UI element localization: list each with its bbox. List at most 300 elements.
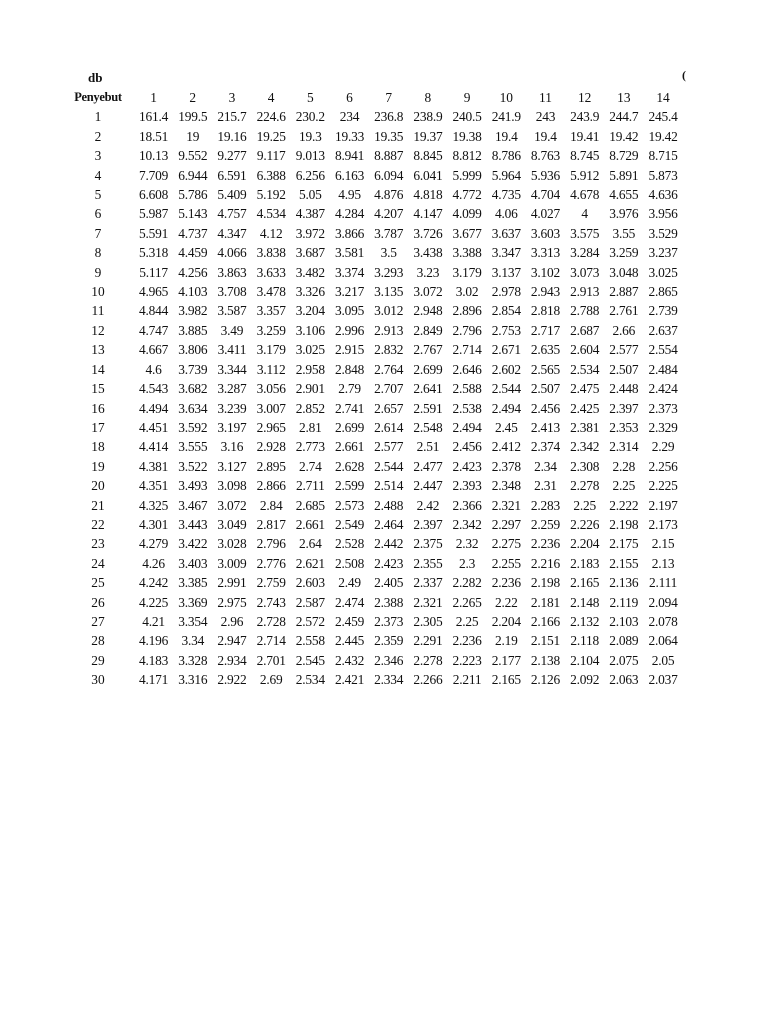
table-cell: 2.337 [413,575,443,591]
table-cell: 2.198 [609,516,639,532]
table-cell: 2.866 [256,478,286,494]
table-row [62,418,683,437]
table-cell: 5.192 [256,187,286,203]
table-row [62,185,683,204]
table-cell: 2.25 [612,478,636,494]
row-header-label: Penyebut [74,90,122,104]
table-cell: 2.849 [413,322,443,338]
table-cell: 2.329 [648,419,678,435]
table-cell: 3.422 [178,536,208,552]
table-cell: 9.552 [178,148,208,164]
table-cell: 2.094 [648,594,678,610]
column-header: 12 [577,90,592,105]
table-cell: 3.866 [334,225,365,241]
table-cell: 2.15 [651,536,675,552]
table-cell: 3.493 [178,478,208,494]
table-cell: 3.787 [374,225,404,241]
table-cell: 2.037 [648,672,678,688]
table-row [62,263,683,282]
table-cell: 3.637 [491,225,521,241]
table-cell: 234 [339,109,360,125]
table-cell: 2.637 [648,322,678,338]
table-cell: 2.565 [530,361,561,377]
table-cell: 4.183 [139,652,169,668]
table-cell: 3.049 [217,516,247,532]
table-cell: 2.741 [334,400,365,416]
column-header: 10 [499,90,513,105]
table-cell: 2.474 [334,594,365,610]
table-cell: 3.726 [413,225,443,241]
table-cell: 4.636 [648,187,678,203]
table-cell: 2.456 [530,400,561,416]
row-label: 17 [91,419,105,435]
table-cell: 2.767 [413,342,443,358]
table-cell: 2.818 [530,303,561,319]
table-cell: 2.283 [530,497,561,513]
table-cell: 2.216 [530,555,561,571]
table-cell: 2.657 [374,400,404,416]
table-cell: 2.588 [452,381,482,397]
table-cell: 3.293 [374,264,404,280]
table-cell: 19.4 [494,128,518,144]
row-label: 29 [91,652,105,668]
table-cell: 2.558 [295,633,325,649]
table-cell: 2.773 [295,439,325,455]
table-cell: 2.138 [530,652,561,668]
table-row [62,515,683,534]
table-cell: 3.127 [217,458,247,474]
table-cell: 2.278 [413,652,443,668]
table-cell: 2.913 [570,284,600,300]
table-cell: 2.425 [570,400,600,416]
table-row [62,107,683,126]
table-cell: 2.488 [374,497,404,513]
table-cell: 3.708 [217,284,247,300]
column-header: 6 [346,90,353,105]
table-cell: 4.351 [139,478,169,494]
row-label: 28 [91,633,105,649]
table-cell: 2.671 [491,342,521,358]
table-cell: 3.204 [295,303,325,319]
table-cell: 9.013 [295,148,325,164]
table-cell: 3.976 [609,206,639,222]
table-cell: 5.987 [139,206,169,222]
table-cell: 4.818 [413,187,443,203]
table-cell: 2.126 [530,672,561,688]
table-cell: 2.577 [609,342,639,358]
table-row [62,631,683,650]
column-header: 5 [306,90,314,105]
table-cell: 5.891 [609,167,639,183]
table-cell: 4.21 [142,613,165,629]
table-cell: 2.534 [570,361,600,377]
table-cell: 2.896 [452,303,482,319]
table-cell: 3.587 [217,303,247,319]
table-cell: 238.9 [413,109,443,125]
table-row [62,437,683,456]
table-cell: 2.96 [220,613,244,629]
table-cell: 2.915 [334,342,365,358]
column-header: 9 [463,90,471,105]
table-cell: 4.747 [139,322,169,338]
row-label: 27 [91,613,105,629]
table-cell: 2.743 [256,594,286,610]
table-cell: 2.104 [570,652,600,668]
table-cell: 2.641 [413,381,443,397]
table-cell: 4.6 [145,361,162,377]
table-cell: 3.025 [648,264,678,280]
table-cell: 2.661 [295,516,325,532]
table-cell: 2.173 [648,516,678,532]
table-cell: 2.464 [374,516,404,532]
table-cell: 3.23 [416,264,440,280]
table-cell: 2.151 [530,633,561,649]
table-cell: 19.42 [648,128,678,144]
table-cell: 2.507 [530,381,561,397]
table-cell: 3.344 [217,361,247,377]
table-cell: 3.411 [217,342,247,358]
table-cell: 3.55 [612,225,636,241]
table-cell: 2.445 [334,633,365,649]
table-row [62,476,683,495]
table-cell: 8.745 [570,148,600,164]
table-cell: 2.256 [648,458,678,474]
table-cell: 2.282 [452,575,482,591]
table-cell: 2.74 [299,458,322,474]
table-cell: 5.591 [139,225,169,241]
table-cell: 2.901 [295,381,325,397]
row-label: 22 [91,516,105,532]
row-label: 2 [94,128,102,144]
row-label: 10 [91,284,105,300]
table-cell: 2.895 [256,458,286,474]
table-cell: 5.999 [452,167,482,183]
table-cell: 2.089 [609,633,639,649]
table-cell: 19.3 [299,128,322,144]
table-cell: 2.064 [648,633,678,649]
table-cell: 2.507 [609,361,639,377]
table-cell: 3.443 [178,516,208,532]
table-cell: 4.027 [530,206,561,222]
row-label: 19 [91,458,105,474]
table-cell: 4.171 [139,672,169,688]
table-cell: 2.381 [570,419,600,435]
table-row [62,146,683,165]
table-cell: 2.544 [491,381,521,397]
row-label: 23 [91,536,105,552]
table-cell: 3.098 [217,478,247,494]
table-cell: 2.092 [570,672,600,688]
table-cell: 3.239 [217,400,247,416]
row-label: 13 [91,342,105,358]
table-cell: 2.421 [334,672,365,688]
table-cell: 2.508 [334,555,365,571]
table-cell: 2.714 [256,633,286,649]
table-row [62,496,683,515]
table-cell: 2.685 [295,497,325,513]
table-cell: 3.5 [380,245,397,261]
table-cell: 2.259 [530,516,561,532]
table-cell: 5.05 [299,187,322,203]
table-cell: 2.334 [374,672,404,688]
table-cell: 4.737 [178,225,208,241]
table-row [62,340,683,359]
table-cell: 2.13 [651,555,675,571]
table-cell: 3.438 [413,245,443,261]
table-cell: 2.554 [648,342,678,358]
table-row [62,399,683,418]
table-row [62,243,683,262]
table-cell: 10.13 [139,148,169,164]
table-cell: 4.543 [139,381,169,397]
table-cell: 2.603 [295,575,325,591]
table-cell: 2.832 [374,342,404,358]
table-cell: 4.667 [139,342,169,358]
table-cell: 2.211 [452,672,482,688]
table-cell: 5.912 [570,167,600,183]
table-cell: 3.048 [609,264,639,280]
table-cell: 3.284 [570,245,600,261]
table-cell: 3.592 [178,419,208,435]
column-header: 7 [385,90,393,105]
table-cell: 2.111 [648,575,678,591]
table-cell: 3.056 [256,381,286,397]
table-cell: 3.385 [178,575,208,591]
table-cell: 2.424 [648,381,678,397]
table-cell: 2.494 [452,419,482,435]
row-label: 24 [91,555,105,571]
table-row [62,204,683,223]
table-cell: 3.478 [256,284,286,300]
table-cell: 2.236 [491,575,521,591]
table-cell: 3.102 [530,264,561,280]
table-cell: 2.717 [530,322,561,338]
table-cell: 2.79 [338,381,361,397]
table-cell: 2.388 [374,594,404,610]
table-row [62,593,683,612]
table-cell: 3.073 [570,264,600,280]
table-cell: 2.165 [491,672,521,688]
column-header: 2 [189,90,197,105]
table-cell: 240.5 [452,109,482,125]
table-cell: 3.007 [256,400,286,416]
table-cell: 6.094 [374,167,404,183]
table-cell: 4.459 [178,245,208,261]
table-cell: 3.863 [217,264,247,280]
table-cell: 2.236 [530,536,561,552]
table-cell: 4.704 [530,187,561,203]
table-cell: 4.099 [452,206,482,222]
table-row [62,166,683,185]
table-cell: 3.529 [648,225,678,241]
table-cell: 9.277 [217,148,247,164]
table-cell: 2.355 [413,555,443,571]
table-cell: 4.414 [139,439,169,455]
row-label: 7 [94,225,102,241]
table-cell: 243 [535,109,556,125]
table-cell: 19.4 [534,128,557,144]
table-cell: 2.34 [534,458,557,474]
table-cell: 2.707 [374,381,404,397]
table-cell: 244.7 [609,109,639,125]
table-cell: 3.179 [452,264,482,280]
table-cell: 8.941 [334,148,365,164]
table-cell: 2.374 [530,439,561,455]
row-label: 26 [91,594,105,610]
table-cell: 3.072 [413,284,443,300]
table-cell: 243.9 [570,109,600,125]
table-cell: 2.412 [491,439,521,455]
column-header: 13 [617,90,631,105]
table-cell: 3.972 [295,225,325,241]
table-cell: 2.223 [452,652,482,668]
table-cell: 3.259 [609,245,639,261]
table-cell: 199.5 [178,109,208,125]
table-row [62,224,683,243]
table-row [62,670,683,689]
table-cell: 2.711 [296,478,325,494]
table-cell: 4.325 [139,497,169,513]
table-cell: 2.51 [416,439,440,455]
table-cell: 4.534 [256,206,286,222]
table-cell: 2.225 [648,478,678,494]
table-cell: 3.575 [570,225,600,241]
table-cell: 2.148 [570,594,600,610]
table-cell: 4.772 [452,187,482,203]
table-cell: 3.135 [374,284,404,300]
table-cell: 4.876 [374,187,404,203]
table-cell: 2.166 [530,613,561,629]
table-row [62,554,683,573]
table-cell: 3.025 [295,342,325,358]
table-row [62,534,683,553]
table-cell: 2.922 [217,672,247,688]
column-header: 1 [150,90,157,105]
table-cell: 2.177 [491,652,521,668]
table-cell: 4.381 [139,458,169,474]
table-cell: 2.761 [609,303,639,319]
table-cell: 215.7 [217,109,247,125]
table-cell: 2.275 [491,536,521,552]
table-cell: 3.259 [256,322,286,338]
table-cell: 2.49 [338,575,361,591]
table-cell: 4.103 [178,284,208,300]
table-cell: 3.581 [334,245,365,261]
table-cell: 2.545 [295,652,325,668]
table-row [62,301,683,320]
table-cell: 2.413 [530,419,561,435]
table-cell: 2.477 [413,458,443,474]
table-cell: 2.991 [217,575,247,591]
table-row [62,127,683,146]
table-row [62,573,683,592]
table-cell: 8.845 [413,148,443,164]
table-cell: 2.204 [570,536,600,552]
table-cell: 2.788 [570,303,600,319]
table-cell: 2.359 [374,633,404,649]
table-cell: 3.217 [334,284,365,300]
table-cell: 4.655 [609,187,639,203]
table-cell: 5.964 [491,167,521,183]
table-cell: 6.256 [295,167,325,183]
table-cell: 3.956 [648,206,678,222]
table-cell: 2.297 [491,516,521,532]
table-cell: 2.913 [374,322,404,338]
table-cell: 2.353 [609,419,639,435]
table-cell: 2.397 [609,400,639,416]
table-cell: 2.614 [374,419,404,435]
table-cell: 3.357 [256,303,286,319]
table-cell: 3.012 [374,303,404,319]
table-cell: 2.25 [573,497,596,513]
table-cell: 3.009 [217,555,247,571]
column-header: 11 [539,90,552,105]
table-cell: 4.347 [217,225,247,241]
f-table [62,88,683,690]
table-cell: 2.393 [452,478,482,494]
table-cell: 2.342 [570,439,600,455]
table-cell: 2.42 [416,497,440,513]
table-cell: 3.106 [295,322,325,338]
table-cell: 4.06 [494,206,518,222]
table-cell: 2.456 [452,439,482,455]
table-cell: 2.423 [374,555,404,571]
table-cell: 2.628 [334,458,365,474]
table-cell: 2.397 [413,516,443,532]
table-cell: 3.028 [217,536,247,552]
row-label: 21 [91,497,105,513]
table-cell: 4.147 [413,206,443,222]
table-cell: 3.02 [455,284,479,300]
table-cell: 2.204 [491,613,521,629]
table-cell: 3.347 [491,245,521,261]
table-cell: 2.604 [570,342,600,358]
row-label: 12 [91,322,105,338]
row-label: 20 [91,478,105,494]
table-cell: 2.728 [256,613,286,629]
table-cell: 2.548 [413,419,443,435]
table-cell: 19.33 [334,128,365,144]
table-cell: 2.699 [334,419,365,435]
table-cell: 3.316 [178,672,208,688]
table-cell: 2.81 [299,419,322,435]
table-cell: 2.423 [452,458,482,474]
table-cell: 2.621 [295,555,325,571]
table-cell: 2.599 [334,478,365,494]
table-cell: 3.16 [220,439,244,455]
table-cell: 2.701 [256,652,286,668]
table-cell: 6.388 [256,167,286,183]
table-cell: 4.12 [259,225,283,241]
table-cell: 2.538 [452,400,482,416]
table-cell: 3.634 [178,400,208,416]
row-label: 11 [91,303,105,319]
table-cell: 3.326 [295,284,325,300]
table-cell: 5.936 [530,167,561,183]
table-cell: 19 [186,128,200,144]
table-cell: 2.459 [334,613,365,629]
table-cell: 4.757 [217,206,247,222]
row-label: 16 [91,400,105,416]
row-label: 15 [91,381,105,397]
table-cell: 2.378 [491,458,521,474]
table-cell: 2.573 [334,497,365,513]
table-cell: 3.633 [256,264,286,280]
table-cell: 2.236 [452,633,482,649]
table-cell: 2.759 [256,575,286,591]
table-cell: 4.95 [338,187,361,203]
row-label: 14 [91,361,105,377]
